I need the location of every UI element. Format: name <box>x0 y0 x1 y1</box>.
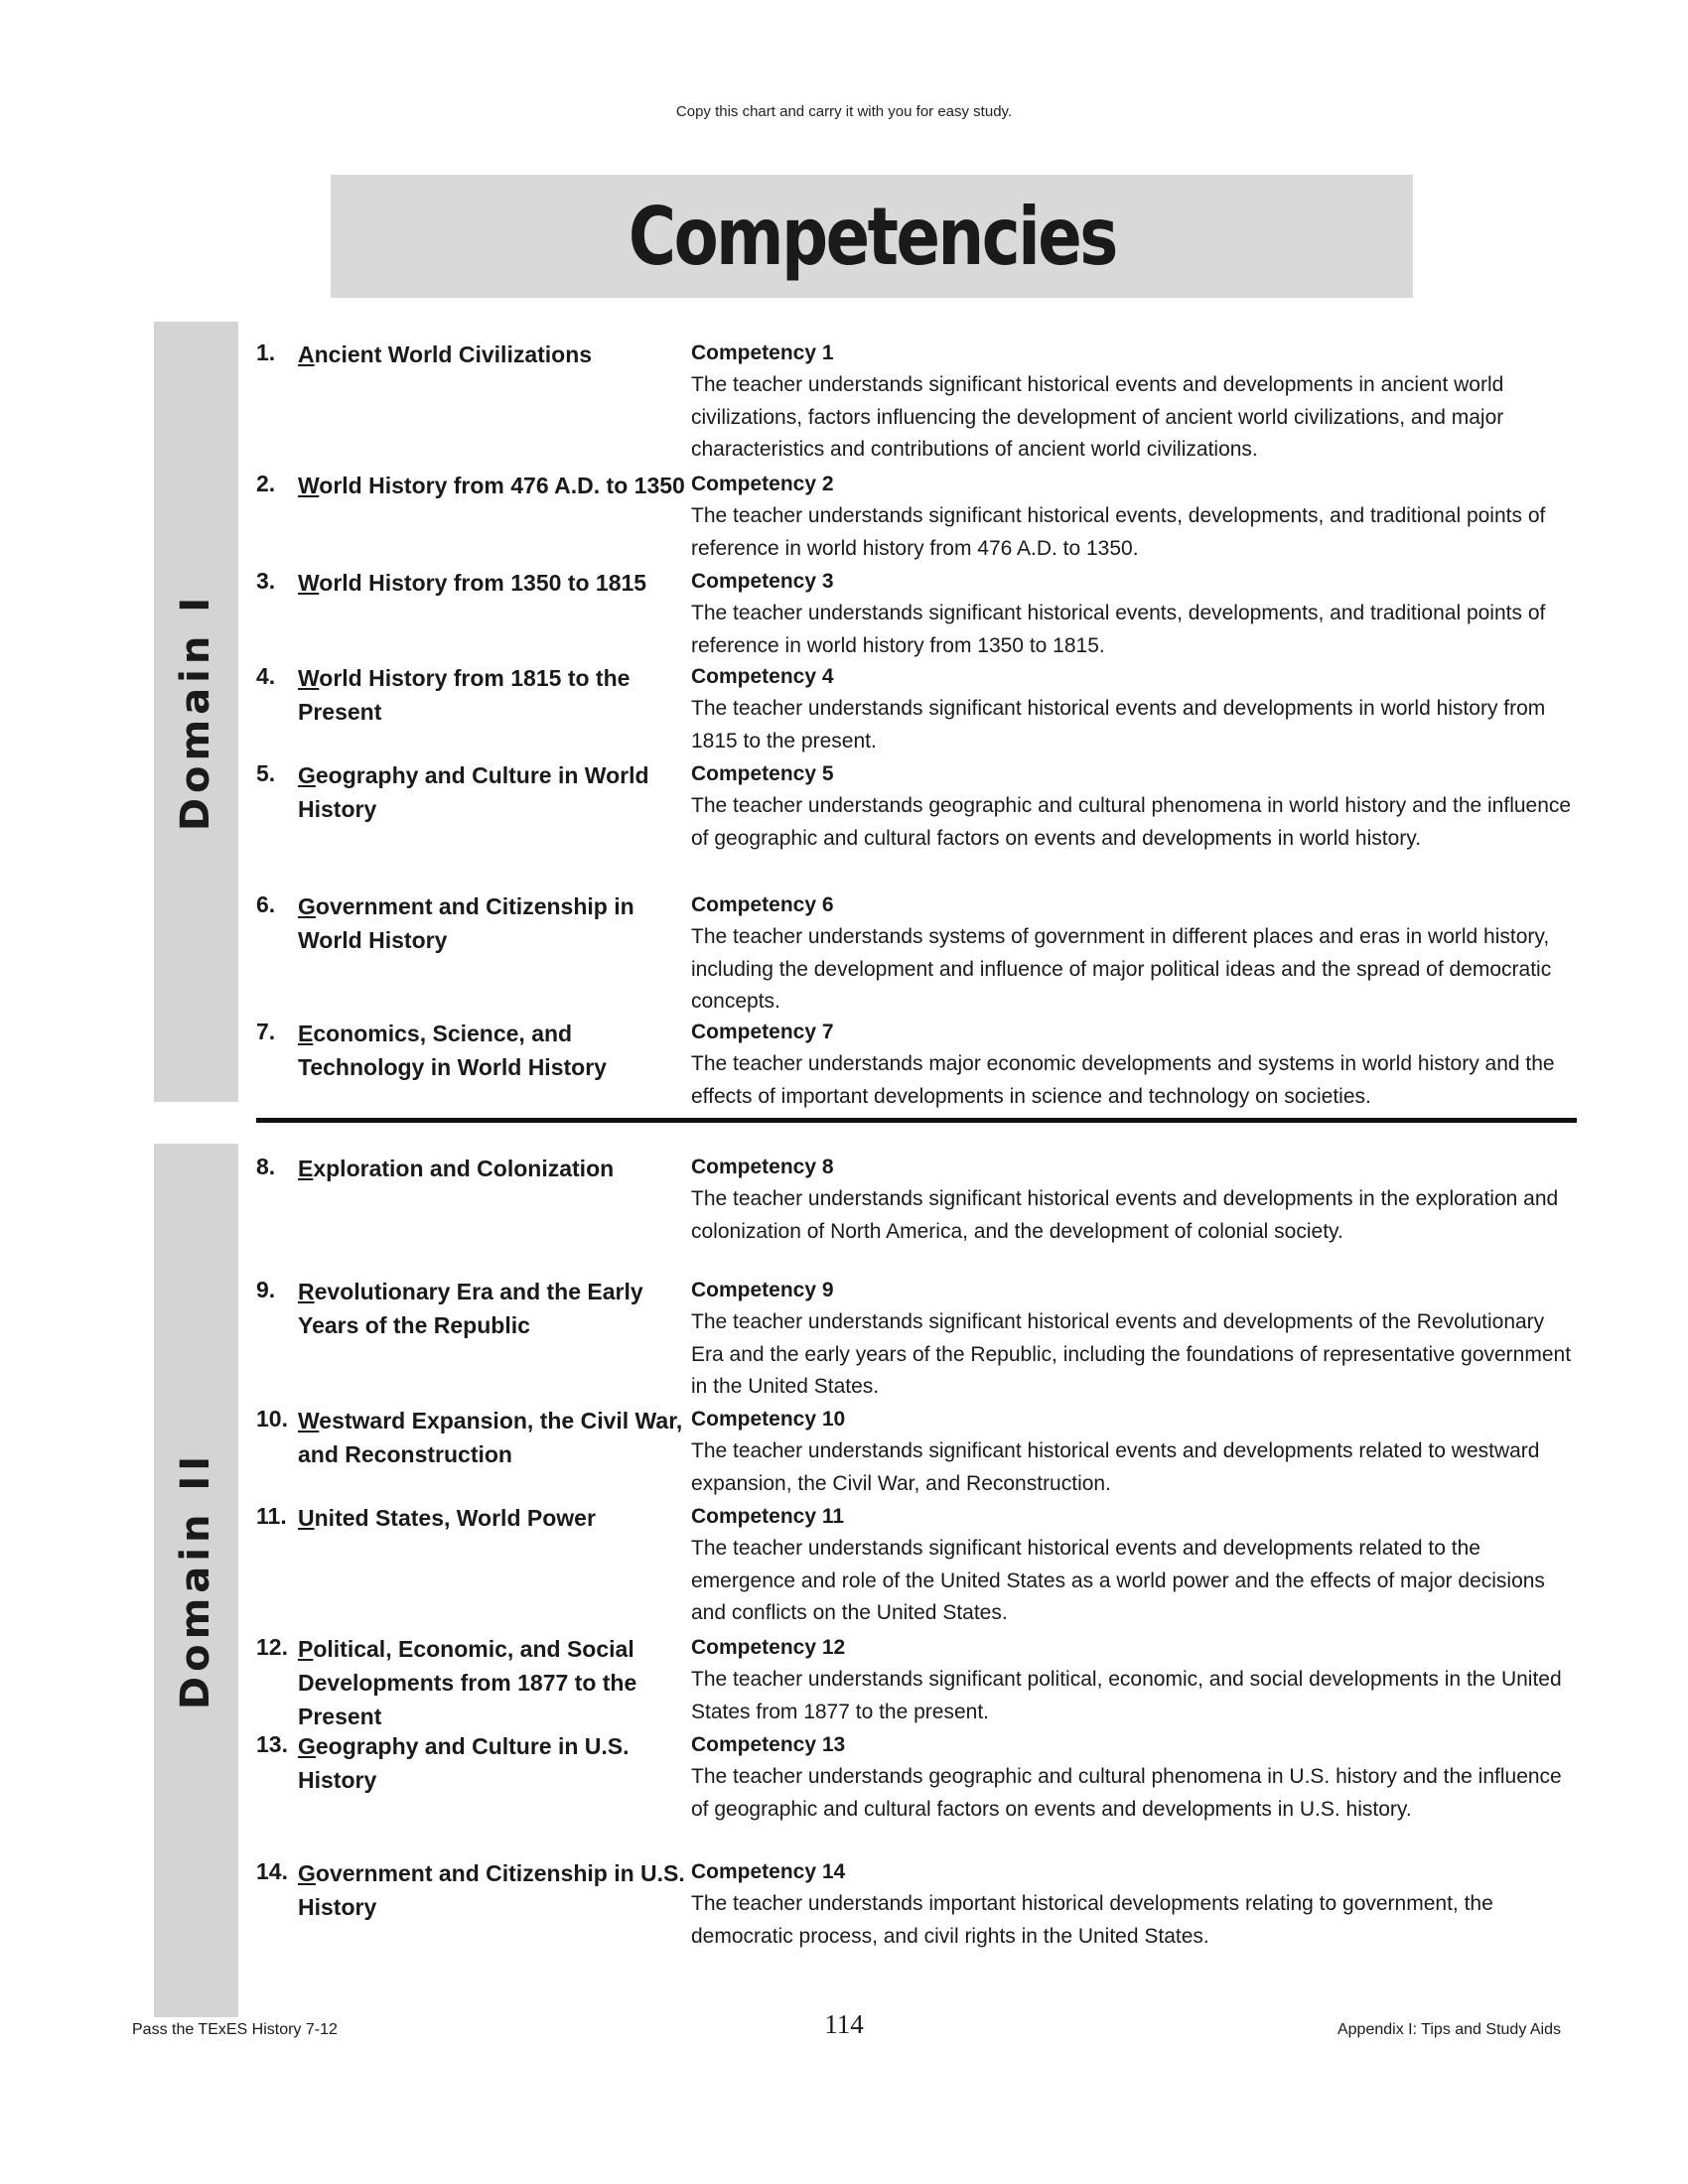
topic-rest: evolutionary Era and the Early Years of the Republic <box>298 1279 643 1338</box>
topic-rest: ncient World Civilizations <box>314 341 593 367</box>
topic-initial: A <box>298 341 315 367</box>
competency-description: The teacher understands significant historical events, developments, and traditional points of reference in world history from 476 A.D. to 1350. <box>691 504 1546 560</box>
competency-title: Competency 2 <box>691 473 834 495</box>
domain-1-label: Domain I <box>173 592 219 832</box>
topic-initial: W <box>298 665 320 691</box>
item-number: 5. <box>256 760 276 786</box>
competency-title: Competency 8 <box>691 1156 834 1178</box>
competency-block <box>691 1152 1577 1248</box>
item-number: 1. <box>256 340 276 365</box>
topic-title <box>298 889 695 957</box>
competency-description: The teacher understands significant historical events and developments related to the emergence and role of the United States as a world power and the effects of major decisions and conflicts on the United States. <box>691 1537 1545 1624</box>
item-number: 6. <box>256 891 276 917</box>
competency-description: The teacher understands geographic and cultural phenomena in world history and the influence of geographic and cultural factors on events and developments in world history. <box>691 794 1572 850</box>
topic-initial: E <box>298 1156 314 1181</box>
competency-description: The teacher understands significant historical events and developments related to westward expansion, the Civil War, and Reconstruction. <box>691 1439 1540 1495</box>
topic-title <box>298 469 695 502</box>
topic-title <box>298 1017 695 1084</box>
competency-title: Competency 9 <box>691 1279 834 1301</box>
topic-title <box>298 1632 695 1733</box>
item-number: 12. <box>256 1634 288 1660</box>
topic-title <box>298 338 695 371</box>
item-number: 7. <box>256 1019 276 1044</box>
topic-initial: G <box>298 893 316 919</box>
competency-block <box>691 758 1577 855</box>
item-number: 3. <box>256 568 276 594</box>
topic-initial: R <box>298 1279 315 1304</box>
competency-block <box>691 1856 1577 1953</box>
competency-description: The teacher understands significant historical events, developments, and traditional points of reference in world history from 1350 to 1815. <box>691 602 1546 657</box>
topic-initial: G <box>298 1733 316 1759</box>
competency-block <box>691 1729 1577 1826</box>
topic-rest: conomics, Science, and Technology in World History <box>298 1021 607 1080</box>
topic-initial: W <box>298 473 320 498</box>
topic-rest: olitical, Economic, and Social Developments from 1877 to the Present <box>298 1636 637 1729</box>
item-number: 2. <box>256 471 276 496</box>
competency-block <box>691 889 1577 1019</box>
competency-description: The teacher understands important historical developments relating to government, the democratic process, and civil rights in the United States. <box>691 1892 1493 1948</box>
competency-title: Competency 10 <box>691 1408 846 1431</box>
topic-initial: E <box>298 1021 314 1046</box>
topic-title <box>298 1404 695 1471</box>
competency-description: The teacher understands geographic and cultural phenomena in U.S. history and the influence of geographic and cultural factors on events and developments in U.S. history. <box>691 1765 1562 1821</box>
item-number: 10. <box>256 1406 288 1432</box>
competency-title: Competency 4 <box>691 665 834 688</box>
competency-description: The teacher understands significant historical events and developments in the exploration and colonization of North America, and the development of colonial society. <box>691 1187 1559 1243</box>
competency-description: The teacher understands significant historical events and developments of the Revolutionary Era and the early years of the Republic, including the foundations of representative government in the United States. <box>691 1310 1572 1398</box>
topic-initial: W <box>298 570 320 596</box>
competency-block <box>691 1275 1577 1404</box>
topic-title <box>298 758 695 826</box>
competency-title: Competency 12 <box>691 1636 846 1659</box>
footer-section: Appendix I: Tips and Study Aids <box>1336 2021 1561 2038</box>
competency-title: Competency 7 <box>691 1021 834 1043</box>
competency-title: Competency 5 <box>691 762 834 785</box>
competency-title: Competency 11 <box>691 1505 845 1528</box>
topic-initial: U <box>298 1505 315 1531</box>
domain-2-bar <box>154 1144 238 2017</box>
topic-rest: xploration and Colonization <box>313 1156 615 1181</box>
topic-rest: orld History from 476 A.D. to 1350 <box>319 473 685 498</box>
item-number: 8. <box>256 1154 276 1179</box>
topic-title <box>298 1275 695 1342</box>
item-number: 13. <box>256 1731 288 1757</box>
competency-description: The teacher understands significant historical events and developments in ancient world civilizations, factors influencing the development of ancient world civilizations, and major characteristics and contributions of ancient world civilizations. <box>691 373 1504 461</box>
competency-block <box>691 1501 1577 1630</box>
competency-block <box>691 1404 1577 1500</box>
topic-rest: estward Expansion, the Civil War, and Reconstruction <box>298 1408 683 1467</box>
topic-title <box>298 566 695 600</box>
domain-1-bar <box>154 322 238 1102</box>
page-number: 114 <box>824 2009 864 2039</box>
competency-title: Competency 6 <box>691 893 834 916</box>
page-title: Competencies <box>628 190 1116 283</box>
competency-block <box>691 1017 1577 1113</box>
topic-initial: P <box>298 1636 314 1662</box>
top-note: Copy this chart and carry it with you for easy study. <box>675 103 1013 120</box>
item-number: 11. <box>256 1503 287 1529</box>
title-band <box>331 175 1413 298</box>
footer-book-title: Pass the TExES History 7-12 <box>132 2021 338 2038</box>
competency-title: Competency 1 <box>691 341 834 364</box>
topic-initial: G <box>298 1860 316 1886</box>
topic-rest: eography and Culture in World History <box>298 762 649 822</box>
domain-2-label: Domain II <box>173 1450 219 1710</box>
topic-title <box>298 1856 695 1924</box>
competency-title: Competency 3 <box>691 570 834 593</box>
topic-rest: overnment and Citizenship in World History <box>298 893 634 953</box>
item-number: 14. <box>256 1858 288 1884</box>
topic-title <box>298 1152 695 1185</box>
competency-block <box>691 469 1577 565</box>
competency-title: Competency 13 <box>691 1733 846 1756</box>
competency-description: The teacher understands significant political, economic, and social developments in the United States from 1877 to the present. <box>691 1668 1562 1723</box>
topic-rest: eography and Culture in U.S. History <box>298 1733 630 1793</box>
topic-initial: G <box>298 762 316 788</box>
topic-rest: orld History from 1350 to 1815 <box>319 570 647 596</box>
domain-divider <box>256 1118 1577 1123</box>
competency-block <box>691 1632 1577 1728</box>
competency-description: The teacher understands systems of government in different places and eras in world history, including the development and influence of major political ideas and the spread of democratic concepts. <box>691 925 1552 1013</box>
topic-title <box>298 1501 695 1535</box>
topic-initial: W <box>298 1408 320 1433</box>
topic-rest: orld History from 1815 to the Present <box>298 665 631 725</box>
topic-rest: overnment and Citizenship in U.S. History <box>298 1860 685 1920</box>
topic-title <box>298 661 695 729</box>
item-number: 4. <box>256 663 276 689</box>
item-number: 9. <box>256 1277 276 1302</box>
competency-description: The teacher understands major economic developments and systems in world history and the effects of important developments in science and technology on societies. <box>691 1052 1555 1108</box>
competency-block <box>691 661 1577 757</box>
competency-title: Competency 14 <box>691 1860 846 1883</box>
competency-block <box>691 338 1577 467</box>
topic-title <box>298 1729 695 1797</box>
topic-rest: nited States, World Power <box>314 1505 596 1531</box>
competency-block <box>691 566 1577 662</box>
competency-description: The teacher understands significant historical events and developments in world history from 1815 to the present. <box>691 697 1546 752</box>
